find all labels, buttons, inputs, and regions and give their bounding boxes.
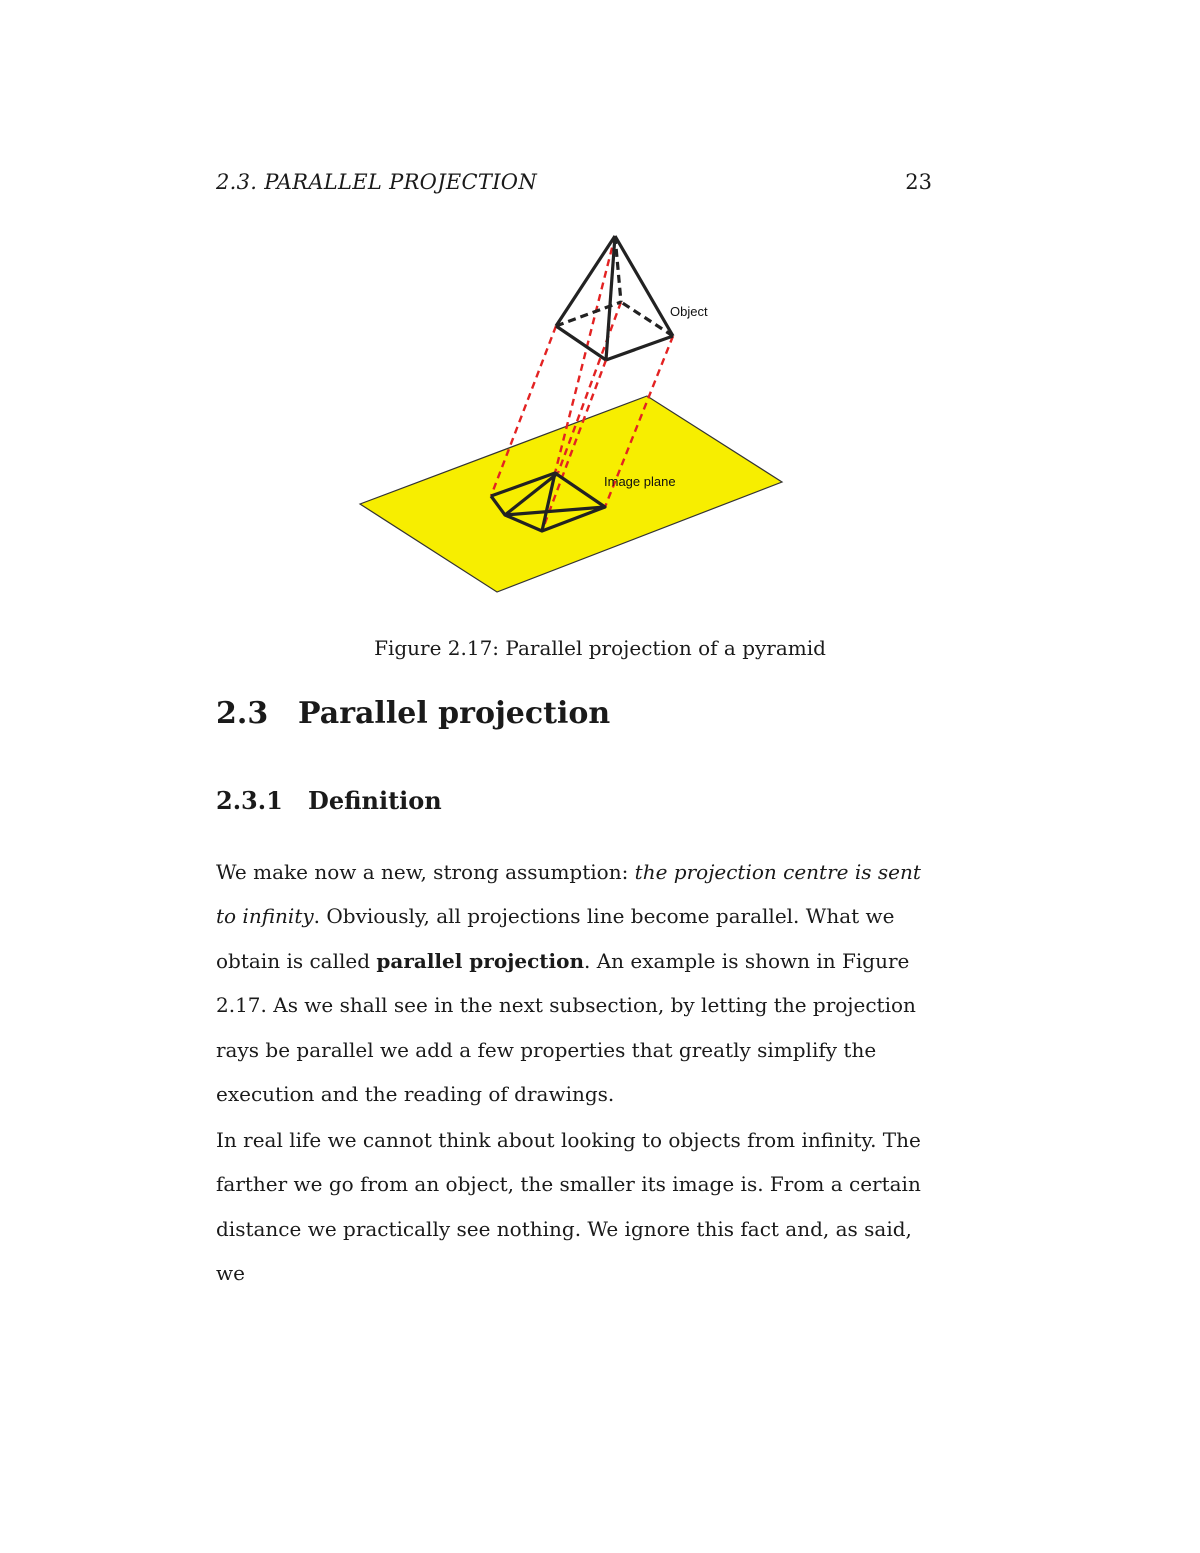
image-plane bbox=[360, 396, 782, 592]
pyramid-edge bbox=[606, 236, 615, 360]
section-title: Parallel projection bbox=[298, 696, 611, 731]
pyramid-edge bbox=[556, 326, 606, 360]
paragraph-definition bbox=[216, 850, 934, 1116]
section-number: 2.3 bbox=[216, 696, 269, 731]
section-heading bbox=[216, 696, 610, 731]
page-number: 23 bbox=[905, 170, 932, 194]
pyramid-edge bbox=[556, 236, 615, 326]
paragraph-text: . An example is shown in Figure 2.17. As we shall see in the next subsection, by letting the projection rays be parallel we add a few properties that greatly simplify the execution and the reading of drawings. bbox=[216, 948, 916, 1107]
figure-parallel-projection bbox=[355, 228, 790, 598]
object-label: Object bbox=[670, 304, 708, 319]
emphasis-text: the projection centre is sent to infinity bbox=[216, 860, 921, 929]
pyramid-hidden-edge bbox=[621, 302, 673, 336]
subsection-number: 2.3.1 bbox=[216, 786, 283, 815]
paragraph-real-life bbox=[216, 1118, 934, 1296]
paragraph-text: . Obviously, all projections line become parallel. What we obtain is called bbox=[216, 904, 895, 973]
pyramid-edge bbox=[606, 336, 673, 360]
paragraph-text: In real life we cannot think about looking to objects from infinity. The farther we go from an object, the smaller its image is. From a certain distance we practically see nothing. We ignore this fact and, as said, we bbox=[216, 1128, 921, 1286]
running-header-title: 2.3. PARALLEL PROJECTION bbox=[216, 170, 537, 194]
pyramid-edge bbox=[615, 236, 673, 336]
pyramid-object bbox=[556, 236, 673, 360]
figure-drawing bbox=[355, 228, 790, 598]
image-plane-label: Image plane bbox=[604, 474, 676, 489]
running-header bbox=[216, 170, 932, 200]
paragraph-text: We make now a new, strong assumption: bbox=[216, 860, 635, 884]
figure-caption: Figure 2.17: Parallel projection of a pyramid bbox=[374, 636, 826, 660]
subsection-title: Definition bbox=[308, 786, 442, 815]
subsection-heading bbox=[216, 786, 442, 815]
defined-term: parallel projection bbox=[376, 948, 585, 973]
